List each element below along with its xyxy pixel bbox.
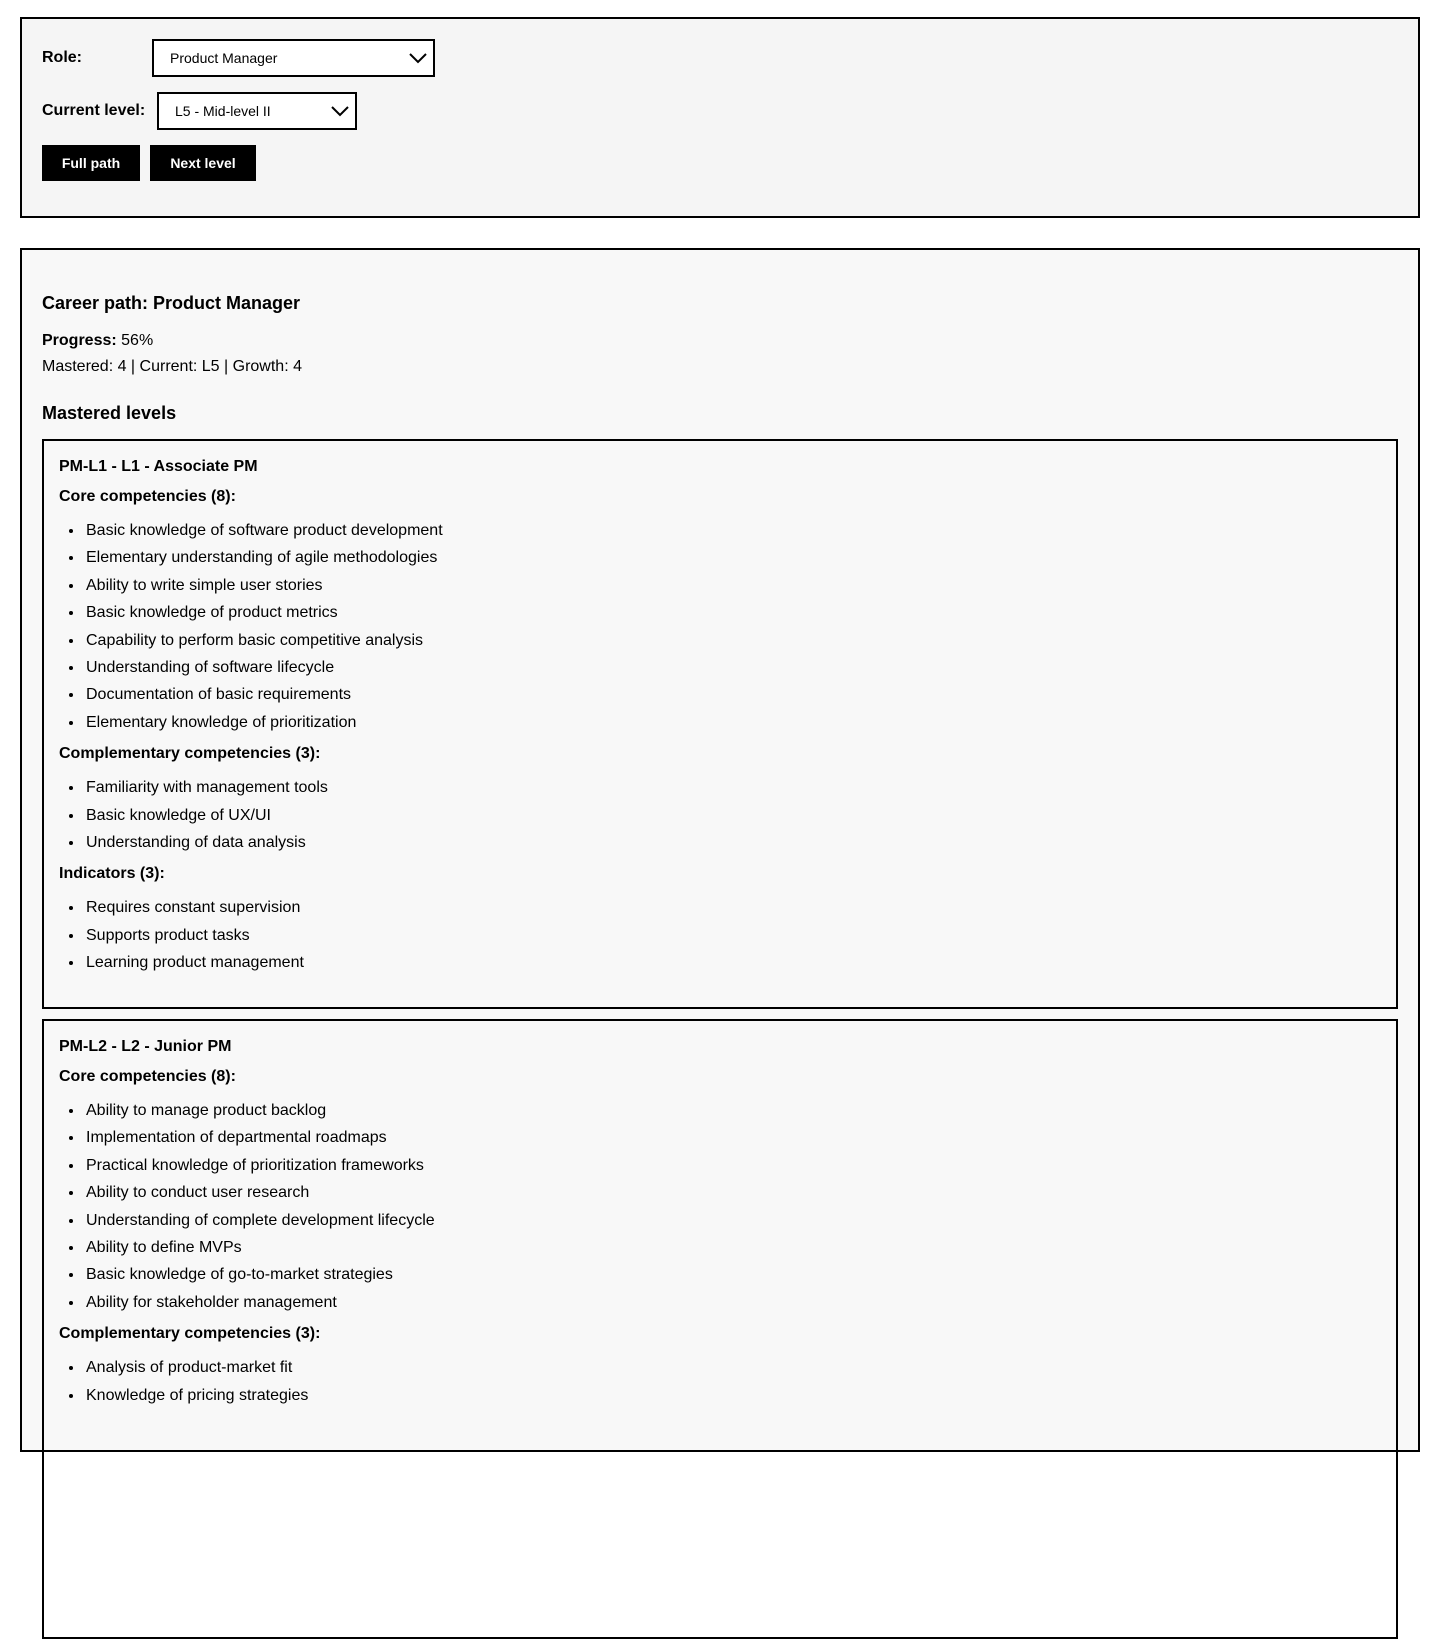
chevron-down-icon (409, 52, 427, 64)
complementary-competencies-title: Complementary competencies (3): (59, 1325, 321, 1343)
core-competencies-title: Core competencies (8): (59, 1068, 236, 1085)
list-item: • Basic knowledge of product metrics (84, 603, 1396, 630)
progress-label: Progress: (42, 332, 117, 349)
list-item: • Familiarity with management tools (84, 778, 1396, 805)
list-item: • Ability to conduct user research (84, 1183, 1396, 1210)
list-item: • Capability to perform basic competitive analysis (84, 631, 1396, 658)
progress-value: 56% (121, 332, 154, 349)
list-item: • Elementary knowledge of prioritization (84, 713, 1396, 740)
list-item: • Requires constant supervision (84, 898, 1396, 925)
mastered-levels-heading: Mastered levels (42, 403, 177, 423)
core-competencies-list (44, 1101, 1396, 1320)
complementary-competencies-list (44, 778, 1396, 860)
level-select-value: L5 - Mid-level II (175, 103, 271, 119)
complementary-competencies-list (44, 1358, 1396, 1413)
list-item: • Basic knowledge of software product development (84, 521, 1396, 548)
list-item: • Implementation of departmental roadmaps (84, 1128, 1396, 1155)
full-path-button[interactable]: Full path (42, 145, 140, 181)
list-item: • Basic knowledge of go-to-market strategies (84, 1265, 1396, 1292)
controls-panel (20, 17, 1420, 218)
level-stats: Mastered: 4 | Current: L5 | Growth: 4 (42, 358, 302, 375)
list-item: • Learning product management (84, 953, 1396, 980)
role-select-value: Product Manager (170, 50, 278, 66)
level-title: PM-L2 - L2 - Junior PM (59, 1038, 232, 1055)
core-competencies-list (44, 521, 1396, 740)
current-level-label: Current level: (42, 102, 146, 119)
list-item: • Understanding of software lifecycle (84, 658, 1396, 685)
list-item: • Ability to manage product backlog (84, 1101, 1396, 1128)
indicators-title: Indicators (3): (59, 865, 165, 883)
role-label: Role: (42, 49, 82, 66)
core-competencies-title: Core competencies (8): (59, 488, 236, 505)
chevron-down-icon (331, 105, 349, 117)
indicators-list (44, 898, 1396, 980)
list-item: • Ability for stakeholder management (84, 1293, 1396, 1320)
list-item: • Ability to write simple user stories (84, 576, 1396, 603)
list-item: • Supports product tasks (84, 926, 1396, 953)
list-item: • Ability to define MVPs (84, 1238, 1396, 1265)
list-item: • Knowledge of pricing strategies (84, 1386, 1396, 1413)
career-path-title: Career path: Product Manager (42, 293, 301, 313)
role-select[interactable] (152, 39, 435, 77)
list-item: • Basic knowledge of UX/UI (84, 806, 1396, 833)
results-panel (20, 248, 1420, 1452)
level-card (42, 439, 1398, 1009)
list-item: • Elementary understanding of agile methodologies (84, 548, 1396, 575)
list-item: • Analysis of product-market fit (84, 1358, 1396, 1385)
progress-line (42, 332, 153, 350)
list-item: • Practical knowledge of prioritization frameworks (84, 1156, 1396, 1183)
complementary-competencies-title: Complementary competencies (3): (59, 745, 321, 763)
list-item: • Understanding of data analysis (84, 833, 1396, 860)
list-item: • Documentation of basic requirements (84, 685, 1396, 712)
level-card (42, 1019, 1398, 1639)
level-title: PM-L1 - L1 - Associate PM (59, 458, 258, 475)
level-select[interactable] (157, 92, 357, 130)
list-item: • Understanding of complete development lifecycle (84, 1211, 1396, 1238)
next-level-button[interactable]: Next level (150, 145, 256, 181)
